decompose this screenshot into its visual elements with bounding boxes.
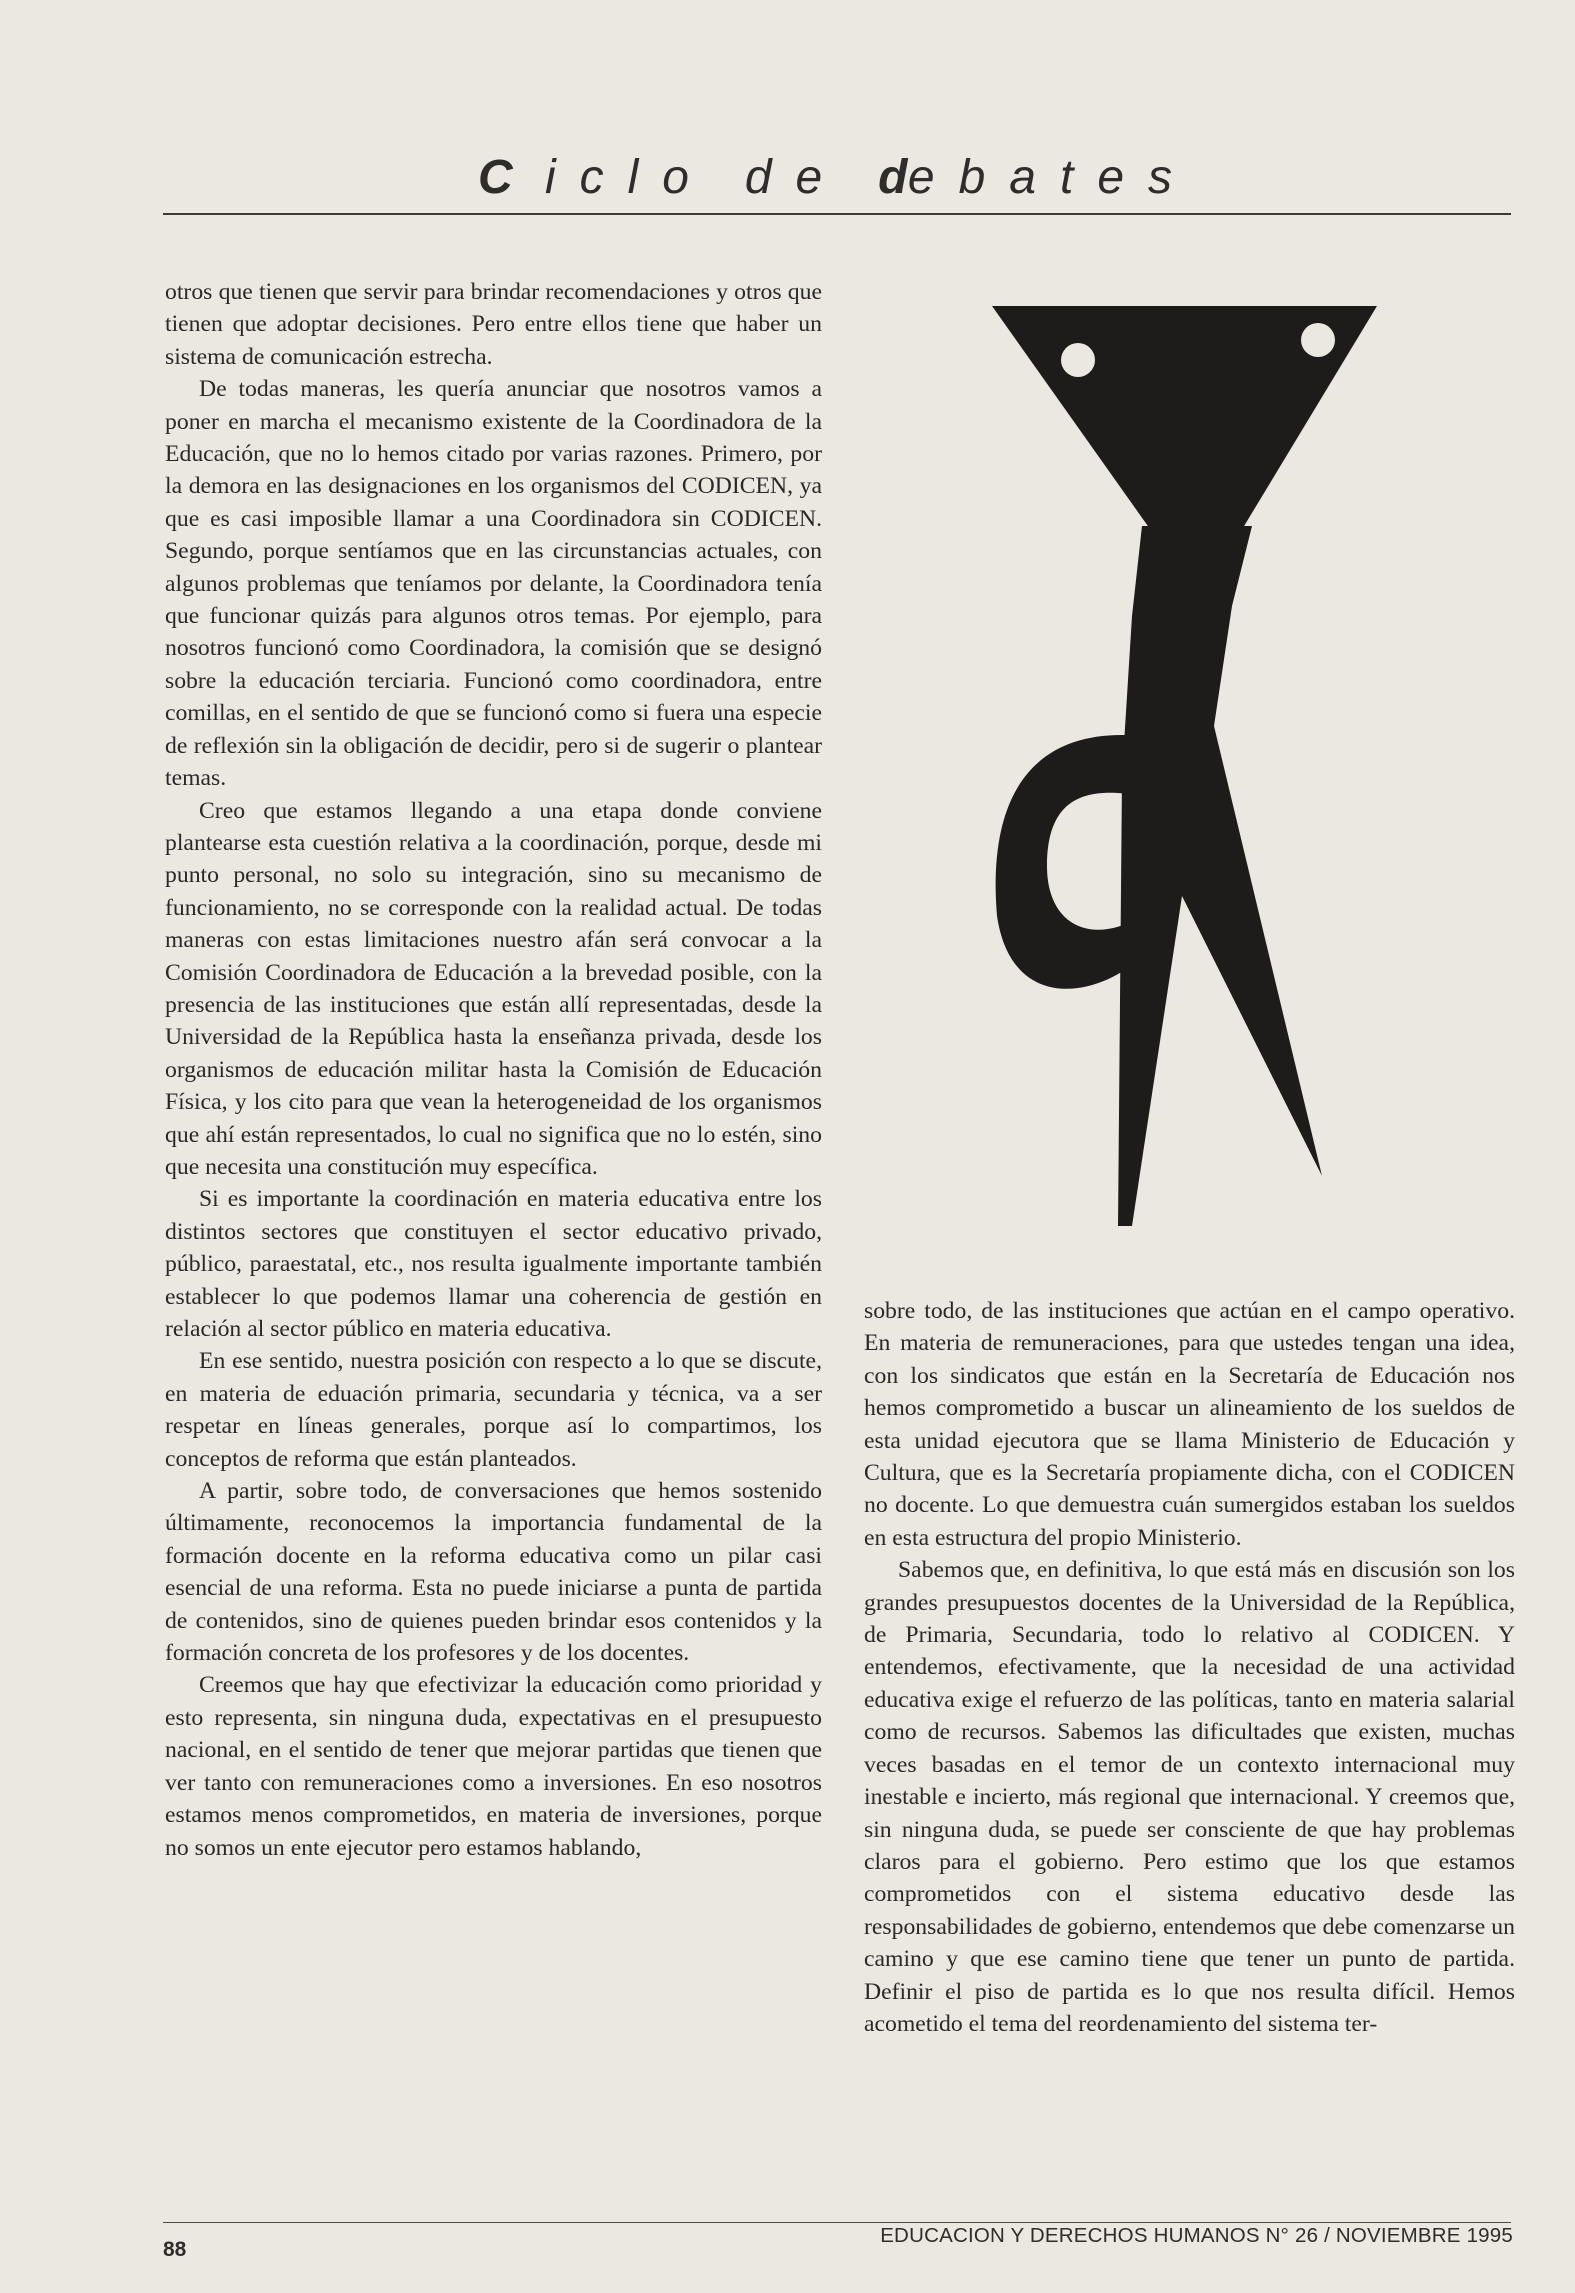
abstract-figure-icon (992, 276, 1422, 1236)
section-header (163, 150, 1511, 205)
left-column (165, 276, 822, 1864)
figure-dot-right (1301, 323, 1335, 357)
left-paragraph: otros que tienen que servir para brindar recomendaciones y otros que tienen que adoptar decisiones. Pero entre ellos tiene que haber un sistema de comunicación estrecha. (165, 279, 822, 370)
left-paragraph: A partir, sobre todo, de conversaciones que hemos sostenido últimamente, reconocemos la importancia fundamental de la formación docente en la reforma educativa como un pilar casi esencial de una reforma. Esta no puede iniciarse a punta de partida de contenidos, sino de quienes pueden brindar esos contenidos y la formación concreta de los profesores y de los docentes. (165, 1478, 822, 1667)
figure-handle-shape (996, 735, 1142, 989)
left-paragraph: En ese sentido, nuestra posición con respecto a lo que se discute, en materia de eduación primaria, secundaria y técnica, va a ser respetar en líneas generales, porque así lo compartimos, los conceptos de reforma que están planteados. (165, 1348, 822, 1472)
left-paragraph: Creo que estamos llegando a una etapa donde conviene plantearse esta cuestión relativa a la coordinación, porque, desde mi punto personal, no solo su integración, sino su mecanismo de funcionamiento, no se corresponde con la realidad actual. De todas maneras con estas limitaciones nuestro afán será convocar a la Comisión Coordinadora de Educación a la brevedad posible, con la presencia de las instituciones que están allí representadas, desde la Universidad de la República hasta la enseñanza privada, desde los organismos de educación militar hasta la Comisión de Educación Física, y los cito para que vean la heterogeneidad de los organismos que ahí están representados, lo cual no significa que no lo estén, sino que necesita una constitución muy específica. (165, 797, 822, 1180)
header-word-ebates: ebates (907, 151, 1197, 204)
right-column (864, 1295, 1515, 2040)
figure-dot-middle (1223, 699, 1257, 733)
publication-info: EDUCACION Y DERECHOS HUMANOS N° 26 / NOVIEMBRE 1995 (880, 2224, 1513, 2247)
right-paragraph: Sabemos que, en definitiva, lo que está más en discusión son los grandes presupuestos docentes de la Universidad de la República, de Primaria, Secundaria, todo lo relativo al CODICEN. Y entendemos, efectivamente, que la necesidad de una actividad educativa exige el refuerzo de las políticas, tanto en materia salarial como de recursos. Sabemos las dificultades que existen, muchas veces basadas en el temor de un contexto internacional muy inestable e incierto, más regional que internacional. Y creemos que, sin ninguna duda, se puede ser consciente de que hay problemas claros para el gobierno. Pero estimo que los que estamos comprometidos con el sistema educativo desde las responsabilidades de gobierno, entendemos que debe comenzarse un camino y que ese camino tiene que tener un punto de partida. Definir el piso de partida es lo que nos resulta difícil. Hemos acometido el tema del reordenamiento del sistema ter- (864, 1557, 1515, 2037)
figure-body-shape (1118, 526, 1322, 1226)
figure-dot-left (1061, 343, 1095, 377)
header-letter-d: d (878, 151, 908, 204)
header-rule (163, 213, 1511, 215)
header-word-de: de (744, 151, 847, 204)
right-paragraph: sobre todo, de las instituciones que actúan en el campo operativo. En materia de remuneraciones, para que ustedes tengan una idea, con los sindicatos que están en la Secretaría de Educación nos hemos comprometido a buscar un alineamiento de los sueldos de esta unidad ejecutora que se llama Ministerio de Educación y Cultura, que es la Secretaría propiamente dicha, con el CODICEN no docente. Lo que demuestra cuán sumergidos estaban los sueldos en esta estructura del propio Ministerio. (864, 1298, 1515, 1551)
left-paragraph: De todas maneras, les quería anunciar que nosotros vamos a poner en marcha el mecanismo existente de la Coordinadora de la Educación, que no lo hemos citado por varias razones. Primero, por la demora en las designaciones en los organismos del CODICEN, ya que es casi imposible llamar a una Coordinadora sin CODICEN. Segundo, porque sentíamos que en las circunstancias actuales, con algunos problemas que teníamos por delante, la Coordinadora tenía que funcionar quizás para algunos otros temas. Por ejemplo, para nosotros funcionó como Coordinadora, la comisión que se designó sobre la educación terciaria. Funcionó como coordinadora, entre comillas, en el sentido de que se funcionó como si fuera una especie de reflexión sin la obligación de decidir, pero si de sugerir o plantear temas. (165, 376, 822, 792)
left-paragraph: Creemos que hay que efectivizar la educación como prioridad y esto representa, sin ninguna duda, expectativas en el presupuesto nacional, en el sentido de tener que mejorar partidas que tienen que ver tanto con remuneraciones como a inversiones. En eso nosotros estamos menos comprometidos, en materia de inversiones, porque no somos un ente ejecutor pero estamos hablando, (165, 1672, 822, 1861)
footer-rule (163, 2222, 1511, 2223)
page-number: 88 (163, 2238, 187, 2261)
header-word-iclo: iclo (544, 151, 713, 204)
abstract-figure-svg (992, 276, 1422, 1236)
left-paragraph: Si es importante la coordinación en materia educativa entre los distintos sectores que constituyen el sector educativo privado, público, paraestatal, etc., nos resulta igualmente importante también establecer lo que podemos llamar una coherencia de gestión en relación al sector público en materia educativa. (165, 1186, 822, 1342)
header-letter-c: C (477, 151, 514, 204)
